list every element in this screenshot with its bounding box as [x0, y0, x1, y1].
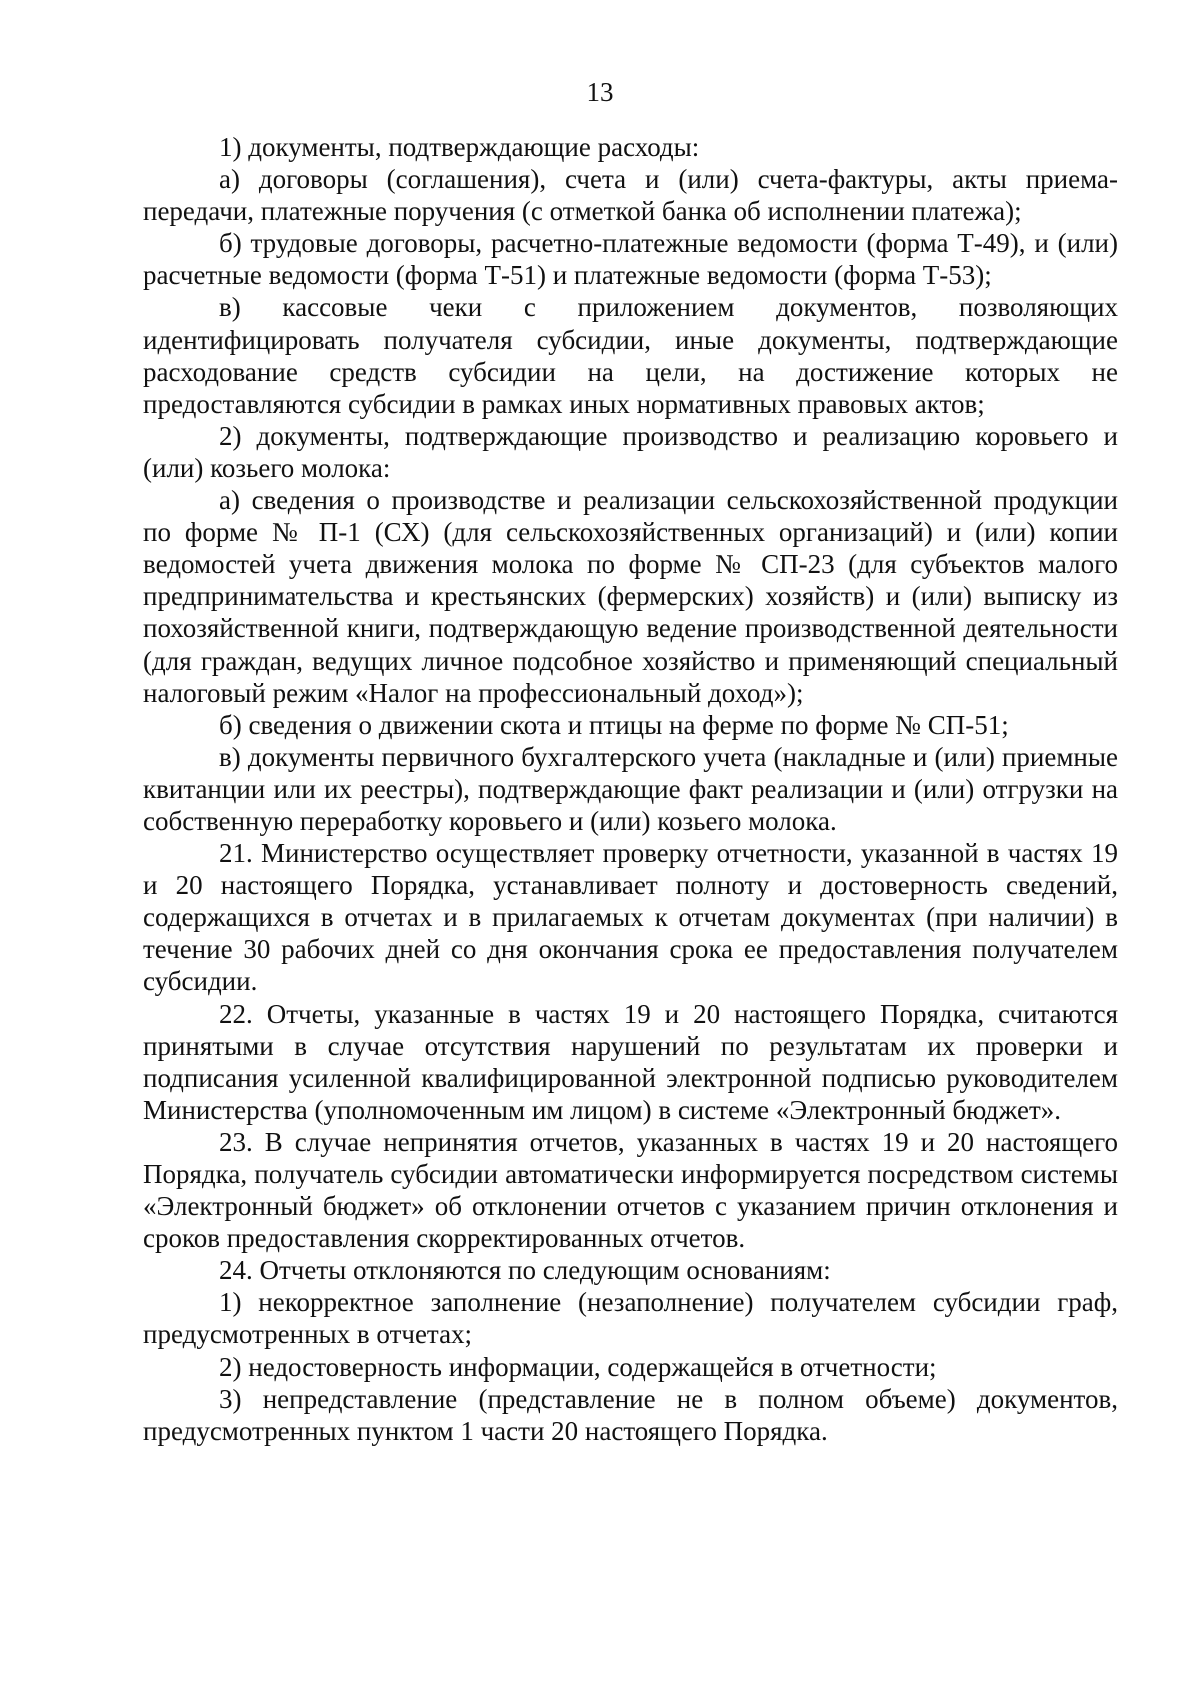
paragraph: в) кассовые чеки с приложением документов, позволяющих идентифицировать получателя субсидии, иные документы, подтверждающие расходование средств субсидии на цели, на достижение которых не предоставляются субсидии в рамках иных нормативных правовых актов;	[143, 292, 1118, 419]
paragraph: 3) непредставление (представление не в полном объеме) документов, предусмотренных пунктом 1 части 20 настоящего Порядка.	[143, 1383, 1118, 1446]
paragraph: б) сведения о движении скота и птицы на ферме по форме № СП-51;	[219, 709, 1009, 740]
paragraph: 2) документы, подтверждающие производство и реализацию коровьего и (или) козьего молока:	[143, 420, 1118, 483]
paragraph: 1) документы, подтверждающие расходы:	[219, 132, 700, 162]
paragraph: 24. Отчеты отклоняются по следующим основаниям:	[219, 1255, 831, 1286]
paragraph: 22. Отчеты, указанные в частях 19 и 20 настоящего Порядка, считаются принятыми в случае отсутствия нарушений по результатам их проверки и подписания усиленной квалифицированной электронной подписью руководителем Министерства (уполномоченным им лицом) в системе «Электронный бюджет».	[143, 998, 1118, 1125]
paragraph: а) сведения о производстве и реализации сельскохозяйственной продукции по форме № П-1 (СХ) (для сельскохозяйственных организаций) и (или) копии ведомостей учета движения молока по форме № СП-23 (для субъектов малого предпринимательства и крестьянских (фермерских) хозяйств) и (или) выписку из похозяйственной книги, подтверждающую ведение производственной деятельности (для граждан, ведущих личное подсобное хозяйство и применяющий специальный налоговый режим «Налог на профессиональный доход»);	[143, 485, 1118, 708]
paragraph: в) документы первичного бухгалтерского учета (накладные и (или) приемные квитанции или их реестры), подтверждающие факт реализации и (или) отгрузки на собственную переработку коровьего и (или) козьего молока.	[143, 741, 1118, 836]
page-number: 13	[586, 77, 614, 107]
document-body	[143, 131, 1118, 1447]
paragraph: 2) недостоверность информации, содержащейся в отчетности;	[219, 1351, 937, 1382]
paragraph: а) договоры (соглашения), счета и (или) счета-фактуры, акты приема-передачи, платежные поручения (с отметкой банка об исполнении платежа);	[143, 164, 1118, 227]
paragraph: б) трудовые договоры, расчетно-платежные ведомости (форма Т-49), и (или) расчетные ведомости (форма Т-51) и платежные ведомости (форма Т-53);	[143, 228, 1118, 291]
paragraph: 1) некорректное заполнение (незаполнение) получателем субсидии граф, предусмотренных в отчетах;	[143, 1287, 1118, 1350]
paragraph: 21. Министерство осуществляет проверку отчетности, указанной в частях 19 и 20 настоящего Порядка, устанавливает полноту и достоверность сведений, содержащихся в отчетах и в прилагаемых к отчетам документах (при наличии) в течение 30 рабочих дней со дня окончания срока ее предоставления получателем субсидии.	[143, 838, 1118, 997]
paragraph: 23. В случае непринятия отчетов, указанных в частях 19 и 20 настоящего Порядка, получатель субсидии автоматически информируется посредством системы «Электронный бюджет» об отклонении отчетов с указанием причин отклонения и сроков предоставления скорректированных отчетов.	[143, 1126, 1118, 1254]
